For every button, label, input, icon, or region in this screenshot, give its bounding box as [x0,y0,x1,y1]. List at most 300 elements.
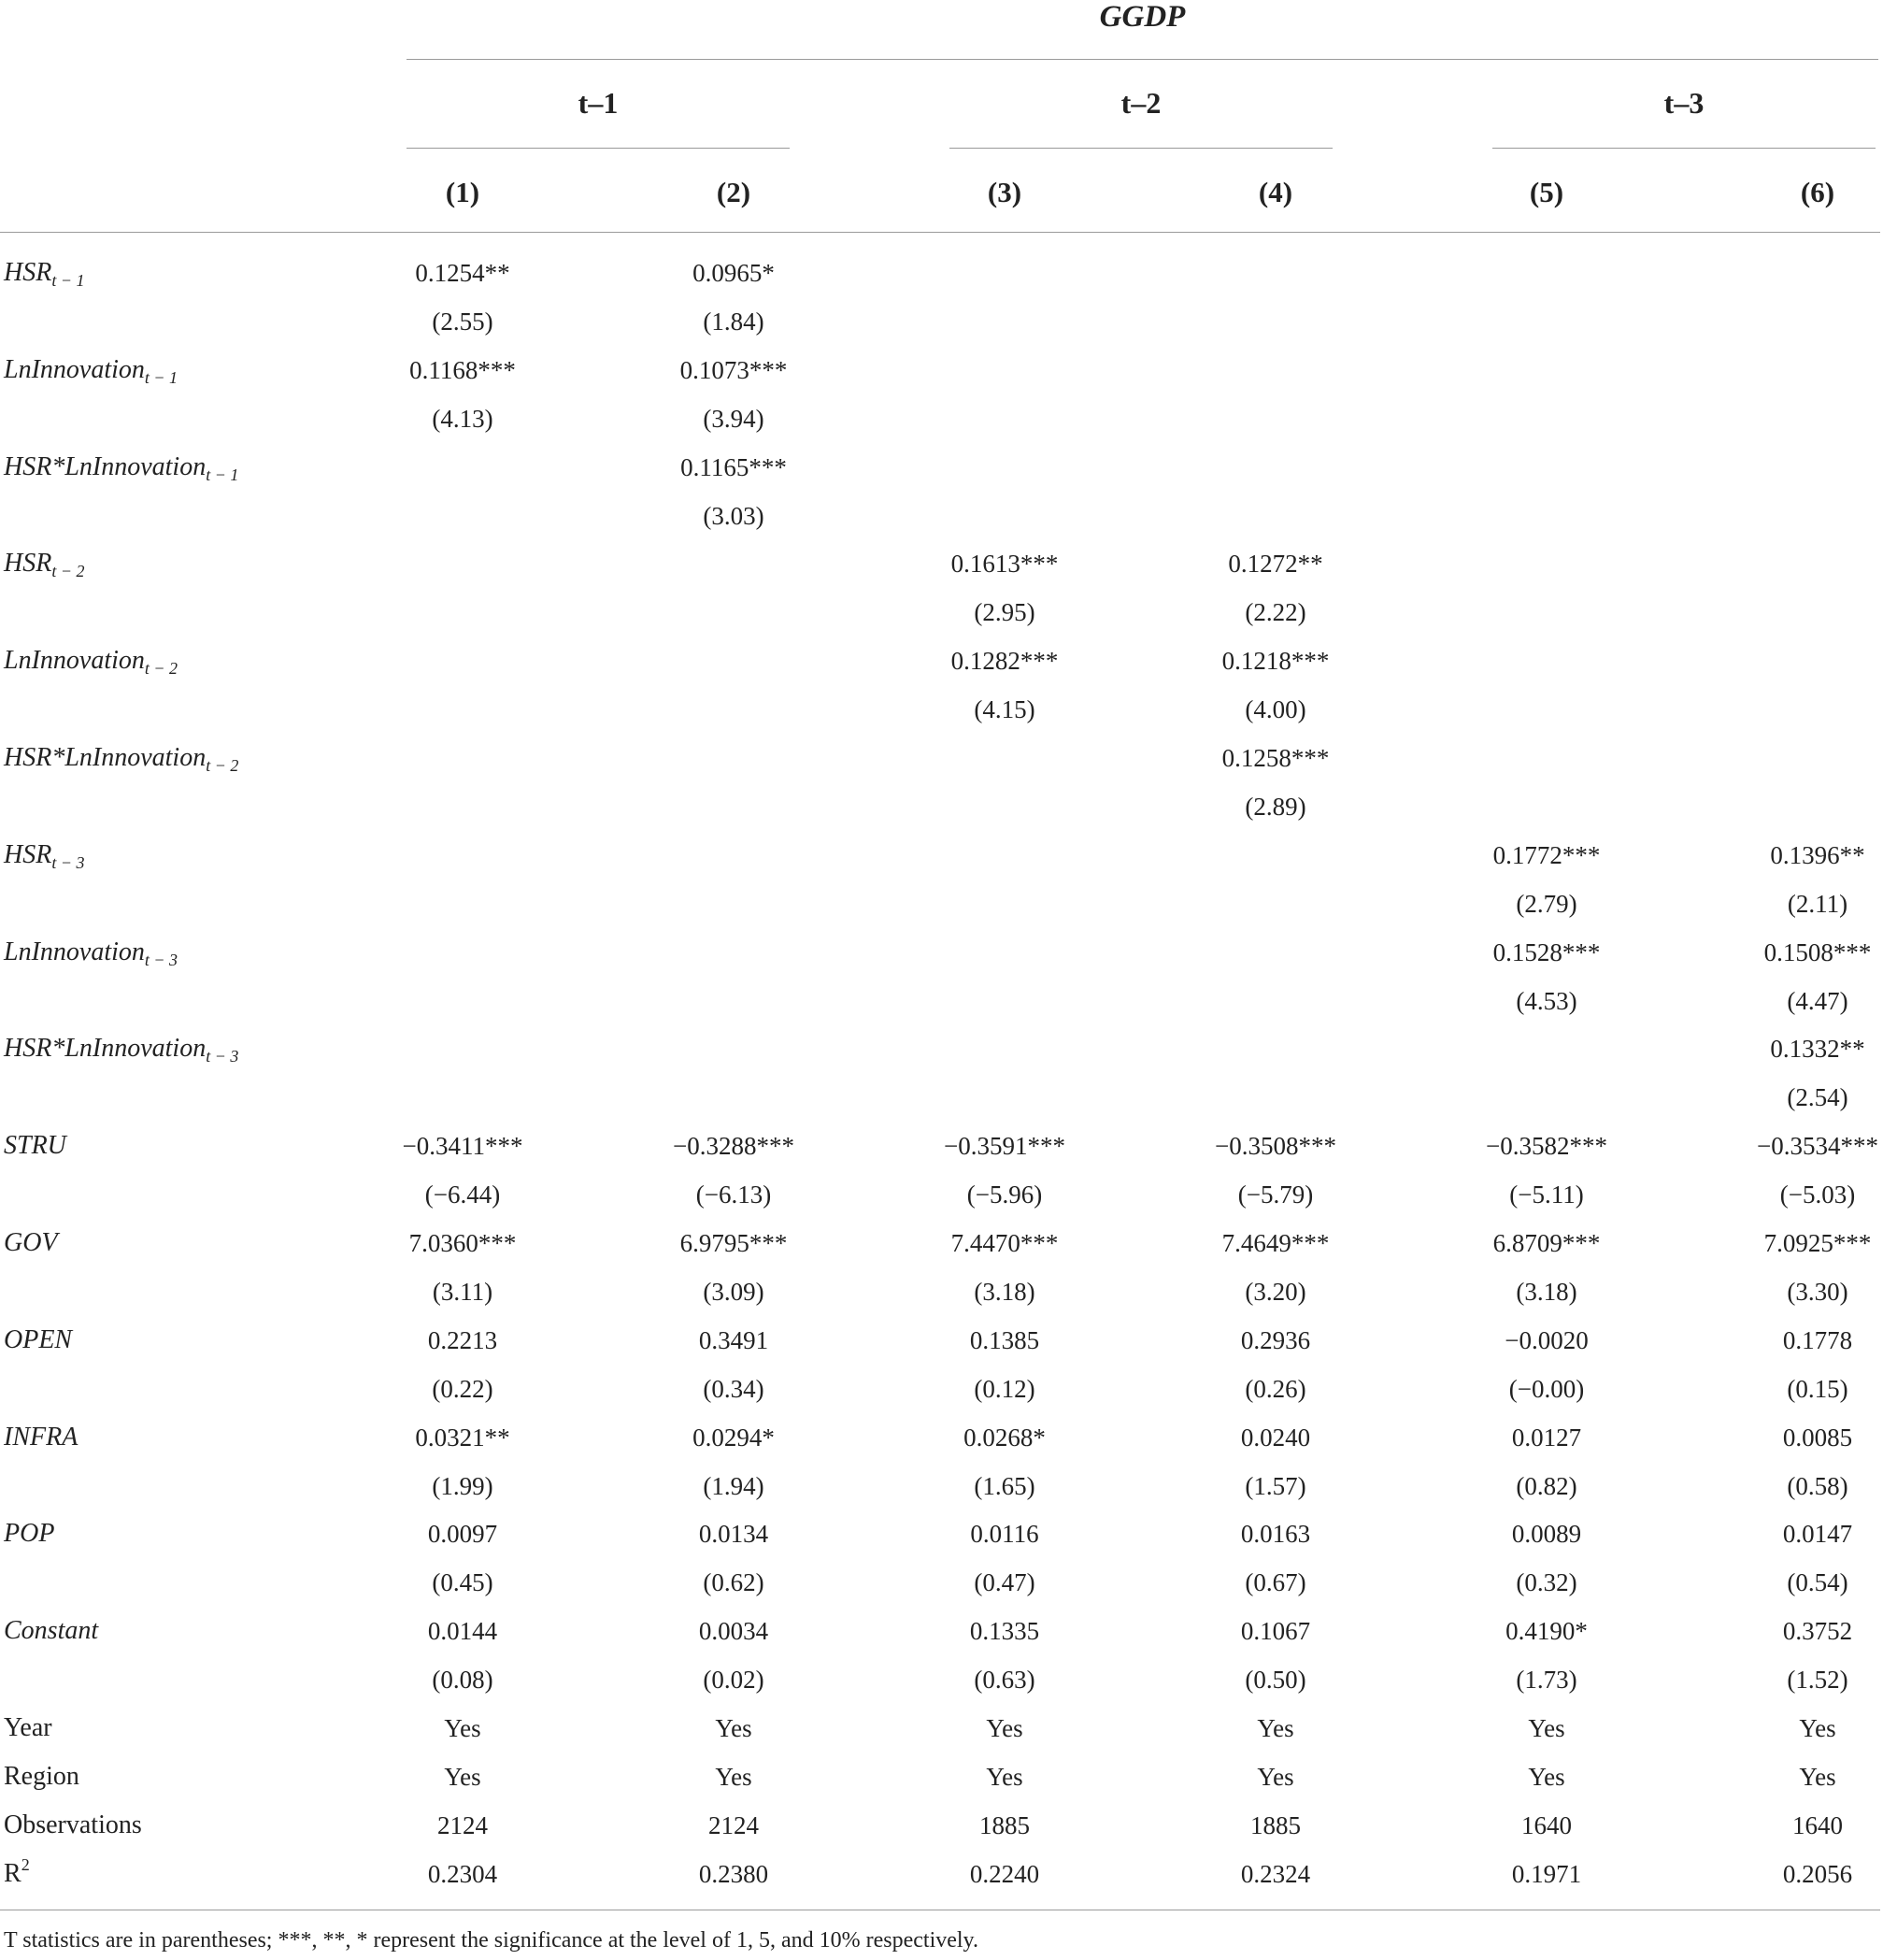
table-cell-col-4: (0.67) [1245,1568,1306,1597]
table-cell-col-4 [1140,492,1411,540]
table-cell-col-6 [1682,637,1883,685]
table-cell-col-6: (2.11) [1787,889,1848,918]
table-cell-col-2: 0.0134 [698,1520,769,1549]
table-row [0,1316,1883,1365]
table-row [0,1413,1883,1462]
row-label-subscript: t − 1 [206,465,239,484]
row-label-text: Observations [4,1810,142,1839]
row-label-text: HSR [4,839,52,869]
table-cell-col-3: Yes [986,1714,1023,1742]
row-label [4,539,84,588]
table-row [0,831,1883,880]
table-cell-col-4 [1140,297,1411,346]
table-row-tstat [0,685,1883,734]
table-cell-col-5: 1640 [1521,1810,1572,1839]
table-cell-col-4 [1140,346,1411,394]
table-row [0,1607,1883,1655]
row-label [4,1704,52,1753]
table-cell-col-3: Yes [986,1762,1023,1791]
table-cell-col-3: 0.2240 [969,1859,1040,1888]
table-cell-col-2: 0.0965* [692,259,775,287]
table-cell-col-6 [1682,588,1883,637]
table-cell-col-2: Yes [715,1762,752,1791]
table-cell-col-1: Yes [444,1762,481,1791]
table-cell-col-4 [1140,249,1411,297]
row-label [4,734,238,782]
table-row-tstat [0,1267,1883,1316]
table-cell-col-5: 0.1772*** [1492,840,1601,869]
table-cell-col-3: 0.0268* [963,1423,1046,1452]
table-cell-col-4 [1140,443,1411,492]
table-row [0,1850,1883,1898]
table-cell-col-3 [869,492,1140,540]
table-cell-col-1: (4.13) [432,404,493,433]
table-cell-col-6: 0.1778 [1782,1325,1853,1354]
table-cell-col-3: (0.47) [974,1568,1035,1597]
table-cell-col-1 [327,637,598,685]
table-cell-col-2: (0.34) [703,1374,764,1403]
table-row [0,539,1883,588]
row-label [4,1024,238,1073]
table-cell-col-6 [1682,539,1883,588]
row-label-text: STRU [4,1131,66,1161]
row-label-text: Year [4,1713,52,1742]
table-row [0,1122,1883,1170]
table-cell-col-2 [598,685,869,734]
table-cell-col-6: (2.54) [1787,1083,1848,1112]
table-cell-col-2: 0.2380 [698,1859,769,1888]
table-cell-col-6: (3.30) [1787,1277,1848,1306]
table-cell-col-3: (4.15) [974,695,1035,724]
table-row-tstat [0,1073,1883,1122]
table-cell-col-2: (0.62) [703,1568,764,1597]
row-label-text: INFRA [4,1422,78,1452]
table-cell-col-2 [598,782,869,831]
table-cell-col-3 [869,443,1140,492]
table-cell-col-2: 0.3491 [698,1325,769,1354]
table-cell-col-3 [869,880,1140,928]
table-cell-col-5 [1411,734,1682,782]
table-cell-col-6: 0.0085 [1782,1423,1853,1452]
table-row-tstat [0,1655,1883,1704]
table-cell-col-4 [1140,1073,1411,1122]
table-row-tstat [0,977,1883,1025]
table-cell-col-5: −0.0020 [1505,1325,1589,1354]
table-cell-col-4: (2.89) [1245,792,1306,821]
table-cell-col-2: (1.94) [703,1471,764,1500]
table-cell-col-6: (4.47) [1787,986,1848,1015]
row-label-text: Constant [4,1616,99,1646]
table-cell-col-3: (2.95) [974,598,1035,627]
table-cell-col-6 [1682,297,1883,346]
table-cell-col-2: 2124 [708,1810,759,1839]
table-cell-col-4 [1140,394,1411,443]
table-cell-col-5 [1411,249,1682,297]
header-rule-bottom [0,232,1880,233]
table-cell-col-3: (0.63) [974,1666,1035,1695]
table-row-tstat [0,297,1883,346]
row-label-subscript: t − 2 [206,756,239,775]
row-label-subscript: t − 3 [206,1047,239,1066]
table-cell-col-4: 0.1272** [1228,550,1323,579]
table-cell-col-4: 0.0240 [1240,1423,1311,1452]
table-cell-col-5: (3.18) [1516,1277,1577,1306]
row-label-text: GOV [4,1228,58,1257]
row-label-text: HSR*LnInnovation [4,1034,207,1064]
table-cell-col-3: 0.1613*** [950,550,1059,579]
table-cell-col-4: 0.2936 [1240,1325,1311,1354]
row-label-subscript: t − 2 [144,659,178,679]
table-cell-col-6: (−5.03) [1779,1180,1856,1209]
table-cell-col-6 [1682,492,1883,540]
table-cell-col-5: 0.1971 [1511,1859,1582,1888]
table-row [0,1704,1883,1753]
table-cell-col-5 [1411,1024,1682,1073]
table-cell-col-4: (1.57) [1245,1471,1306,1500]
column-header-2: (2) [716,176,751,208]
row-label-text: OPEN [4,1324,73,1354]
table-cell-col-3 [869,346,1140,394]
dependent-variable-header: GGDP [1099,0,1186,34]
table-cell-col-1: 0.0144 [427,1617,498,1646]
table-cell-col-4 [1140,928,1411,977]
lag-rule-t1 [407,148,790,149]
table-cell-col-6: 0.2056 [1782,1859,1853,1888]
row-label [4,1316,72,1365]
table-cell-col-2: 0.1073*** [679,355,788,384]
table-cell-col-1 [327,539,598,588]
table-cell-col-1: (1.99) [432,1471,493,1500]
column-header-6: (6) [1800,176,1835,208]
table-cell-col-4 [1140,831,1411,880]
table-cell-col-6: Yes [1799,1714,1836,1742]
row-label [4,1607,98,1655]
row-label [4,1850,30,1898]
table-cell-col-1 [327,782,598,831]
table-cell-col-3: −0.3591*** [944,1132,1065,1161]
table-row [0,1753,1883,1801]
table-cell-col-4: 0.1067 [1240,1617,1311,1646]
table-cell-col-2 [598,831,869,880]
table-cell-col-1: −0.3411*** [402,1132,523,1161]
table-cell-col-1: 0.0097 [427,1520,498,1549]
table-cell-col-2 [598,539,869,588]
table-cell-col-6: −0.3534*** [1757,1132,1878,1161]
table-cell-col-3: (0.12) [974,1374,1035,1403]
table-row-tstat [0,492,1883,540]
lag-rule-t3 [1492,148,1876,149]
row-label [4,637,178,685]
table-cell-col-2 [598,928,869,977]
table-cell-col-1: (3.11) [432,1277,493,1306]
table-cell-col-5: (0.32) [1516,1568,1577,1597]
row-label [4,1413,78,1462]
row-label-subscript: t − 3 [144,950,178,969]
column-header-5: (5) [1529,176,1564,208]
table-cell-col-6 [1682,394,1883,443]
table-cell-col-5 [1411,443,1682,492]
row-label-text: R [4,1858,21,1888]
table-cell-col-3 [869,394,1140,443]
table-cell-col-3 [869,977,1140,1025]
table-cell-col-5: Yes [1528,1714,1565,1742]
table-cell-col-5: 0.0089 [1511,1520,1582,1549]
table-cell-col-1: (0.08) [432,1666,493,1695]
table-cell-col-5 [1411,297,1682,346]
table-row-tstat [0,1558,1883,1607]
table-cell-col-5 [1411,782,1682,831]
table-cell-col-4: Yes [1257,1762,1294,1791]
table-cell-col-1 [327,977,598,1025]
table-cell-col-4: (0.50) [1245,1666,1306,1695]
table-cell-col-4: Yes [1257,1714,1294,1742]
table-cell-col-6: 7.0925*** [1763,1229,1872,1257]
row-label [4,1509,54,1558]
column-header-3: (3) [987,176,1022,208]
row-label [4,443,238,492]
row-label-subscript: t − 3 [51,852,85,872]
table-cell-col-4: 0.1258*** [1221,744,1330,772]
row-label-text: HSR [4,258,52,287]
lag-header-t2: t–2 [1120,86,1162,120]
row-label [4,831,84,880]
table-footnote: T statistics are in parentheses; ***, **, * represent the significance at the level of 1, 5, and 10% respectively. [4,1928,978,1953]
table-cell-col-6: 0.3752 [1782,1617,1853,1646]
row-label [4,1219,58,1267]
table-cell-col-2: 0.0294* [692,1423,775,1452]
table-cell-col-5: (0.82) [1516,1471,1577,1500]
table-row-tstat [0,880,1883,928]
column-header-1: (1) [445,176,480,208]
table-cell-col-3: 0.1385 [969,1325,1040,1354]
table-cell-col-1: 2124 [437,1810,488,1839]
table-cell-col-5: (4.53) [1516,986,1577,1015]
table-cell-col-3: 0.1335 [969,1617,1040,1646]
table-cell-col-6 [1682,685,1883,734]
table-cell-col-4: (0.26) [1245,1374,1306,1403]
table-row [0,1024,1883,1073]
row-label-superscript: 2 [21,1854,30,1874]
table-cell-col-6 [1682,249,1883,297]
table-cell-col-1: 0.1254** [415,259,510,287]
table-cell-col-6: 0.1508*** [1763,937,1872,966]
table-cell-col-3: 7.4470*** [950,1229,1059,1257]
table-cell-col-5 [1411,1073,1682,1122]
table-cell-col-2: −0.3288*** [673,1132,794,1161]
table-cell-col-2 [598,1024,869,1073]
table-cell-col-6: 0.1332** [1770,1035,1865,1064]
row-label-text: POP [4,1519,55,1549]
table-cell-col-5 [1411,492,1682,540]
table-cell-col-6 [1682,782,1883,831]
table-cell-col-4: 0.0163 [1240,1520,1311,1549]
lag-rule-t2 [949,148,1333,149]
table-cell-col-6 [1682,443,1883,492]
table-cell-col-4 [1140,880,1411,928]
table-cell-col-1: 0.2213 [427,1325,498,1354]
table-row-tstat [0,782,1883,831]
table-cell-col-4: 0.1218*** [1221,647,1330,676]
table-cell-col-2 [598,880,869,928]
lag-header-t1: t–1 [578,86,619,120]
table-cell-col-2 [598,588,869,637]
table-row-tstat [0,1365,1883,1413]
table-cell-col-3: 1885 [979,1810,1030,1839]
table-cell-col-1 [327,1024,598,1073]
table-cell-col-3: 0.0116 [970,1520,1039,1549]
table-cell-col-5 [1411,685,1682,734]
table-cell-col-5: −0.3582*** [1486,1132,1607,1161]
table-cell-col-6 [1682,346,1883,394]
table-cell-col-1: Yes [444,1714,481,1742]
table-cell-col-4: (3.20) [1245,1277,1306,1306]
table-cell-col-2: (3.94) [703,404,764,433]
table-cell-col-4 [1140,977,1411,1025]
row-label-text: HSR [4,549,52,579]
row-label-text: HSR*LnInnovation [4,743,207,772]
table-cell-col-1: (2.55) [432,307,493,336]
table-cell-col-2: 0.1165*** [680,452,787,481]
table-row [0,443,1883,492]
table-cell-col-1: 0.1168*** [409,355,516,384]
row-label [4,1753,79,1801]
table-cell-col-4: (4.00) [1245,695,1306,724]
table-cell-col-1: (−6.44) [424,1180,501,1209]
table-row-tstat [0,1170,1883,1219]
table-cell-col-2: 0.0034 [698,1617,769,1646]
table-cell-col-1 [327,734,598,782]
table-cell-col-4: 0.2324 [1240,1859,1311,1888]
table-cell-col-3: (−5.96) [966,1180,1043,1209]
table-cell-col-2 [598,977,869,1025]
table-row [0,346,1883,394]
row-label-subscript: t − 1 [144,367,178,387]
row-label-text: LnInnovation [4,354,145,384]
table-cell-col-2: 6.9795*** [679,1229,788,1257]
table-cell-col-3 [869,782,1140,831]
table-cell-col-1 [327,443,598,492]
table-cell-col-1 [327,1073,598,1122]
table-cell-col-4: −0.3508*** [1215,1132,1336,1161]
table-cell-col-2: (−6.13) [695,1180,772,1209]
table-row [0,637,1883,685]
table-cell-col-1 [327,588,598,637]
row-label [4,346,178,394]
table-cell-col-5: 0.1528*** [1492,937,1601,966]
column-header-4: (4) [1258,176,1293,208]
table-cell-col-5 [1411,394,1682,443]
table-cell-col-4: (2.22) [1245,598,1306,627]
table-cell-col-5 [1411,346,1682,394]
table-cell-col-3 [869,928,1140,977]
table-cell-col-5: (−5.11) [1509,1180,1584,1209]
table-cell-col-5: Yes [1528,1762,1565,1791]
row-label-subscript: t − 1 [51,271,85,290]
table-row-tstat [0,588,1883,637]
table-cell-col-6: (1.52) [1787,1666,1848,1695]
table-cell-col-2: (3.03) [703,501,764,530]
row-label-text: Region [4,1761,79,1791]
row-label [4,928,178,977]
table-cell-col-6 [1682,734,1883,782]
table-cell-col-2 [598,637,869,685]
table-cell-col-2: Yes [715,1714,752,1742]
table-cell-col-3 [869,1073,1140,1122]
table-cell-col-5: (1.73) [1516,1666,1577,1695]
table-cell-col-1: 0.0321** [415,1423,510,1452]
table-cell-col-2: (0.02) [703,1666,764,1695]
row-label-subscript: t − 2 [51,562,85,581]
row-label-text: LnInnovation [4,646,145,676]
row-label [4,1122,66,1170]
table-cell-col-1 [327,880,598,928]
table-row-tstat [0,1462,1883,1510]
table-cell-col-1 [327,492,598,540]
table-cell-col-3: (3.18) [974,1277,1035,1306]
table-cell-col-3: 0.1282*** [950,647,1059,676]
table-cell-col-5: (−0.00) [1508,1374,1585,1403]
table-cell-col-4: (−5.79) [1237,1180,1314,1209]
table-cell-col-3 [869,831,1140,880]
table-cell-col-3 [869,249,1140,297]
table-row [0,928,1883,977]
table-cell-col-3 [869,734,1140,782]
table-row [0,734,1883,782]
row-label-text: HSR*LnInnovation [4,451,207,481]
table-row-tstat [0,394,1883,443]
row-label-text: LnInnovation [4,937,145,966]
table-cell-col-2: (3.09) [703,1277,764,1306]
table-row [0,1219,1883,1267]
table-cell-col-1: 7.0360*** [408,1229,517,1257]
table-row [0,249,1883,297]
table-cell-col-3 [869,1024,1140,1073]
table-cell-col-3 [869,297,1140,346]
header-rule-top [407,59,1878,60]
table-cell-col-6: (0.54) [1787,1568,1848,1597]
table-cell-col-6: (0.15) [1787,1374,1848,1403]
lag-header-t3: t–3 [1663,86,1705,120]
table-row [0,1509,1883,1558]
table-cell-col-6: 0.0147 [1782,1520,1853,1549]
table-cell-col-2 [598,1073,869,1122]
table-cell-col-4 [1140,1024,1411,1073]
table-cell-col-5: 6.8709*** [1492,1229,1601,1257]
table-cell-col-1: (0.45) [432,1568,493,1597]
table-cell-col-5: 0.4190* [1505,1617,1588,1646]
table-cell-col-5 [1411,588,1682,637]
table-cell-col-3: (1.65) [974,1471,1035,1500]
row-label [4,249,84,297]
table-cell-col-1: 0.2304 [427,1859,498,1888]
table-cell-col-5: 0.0127 [1511,1423,1582,1452]
table-cell-col-2: (1.84) [703,307,764,336]
table-cell-col-5 [1411,637,1682,685]
table-cell-col-1 [327,831,598,880]
row-label [4,1801,142,1850]
table-cell-col-6: Yes [1799,1762,1836,1791]
table-cell-col-6: (0.58) [1787,1471,1848,1500]
table-cell-col-1 [327,928,598,977]
table-cell-col-4: 1885 [1250,1810,1301,1839]
table-cell-col-4: 7.4649*** [1221,1229,1330,1257]
table-cell-col-6: 1640 [1792,1810,1843,1839]
table-row [0,1801,1883,1850]
table-cell-col-2 [598,734,869,782]
table-cell-col-6: 0.1396** [1770,840,1865,869]
table-cell-col-1: (0.22) [432,1374,493,1403]
table-cell-col-1 [327,685,598,734]
